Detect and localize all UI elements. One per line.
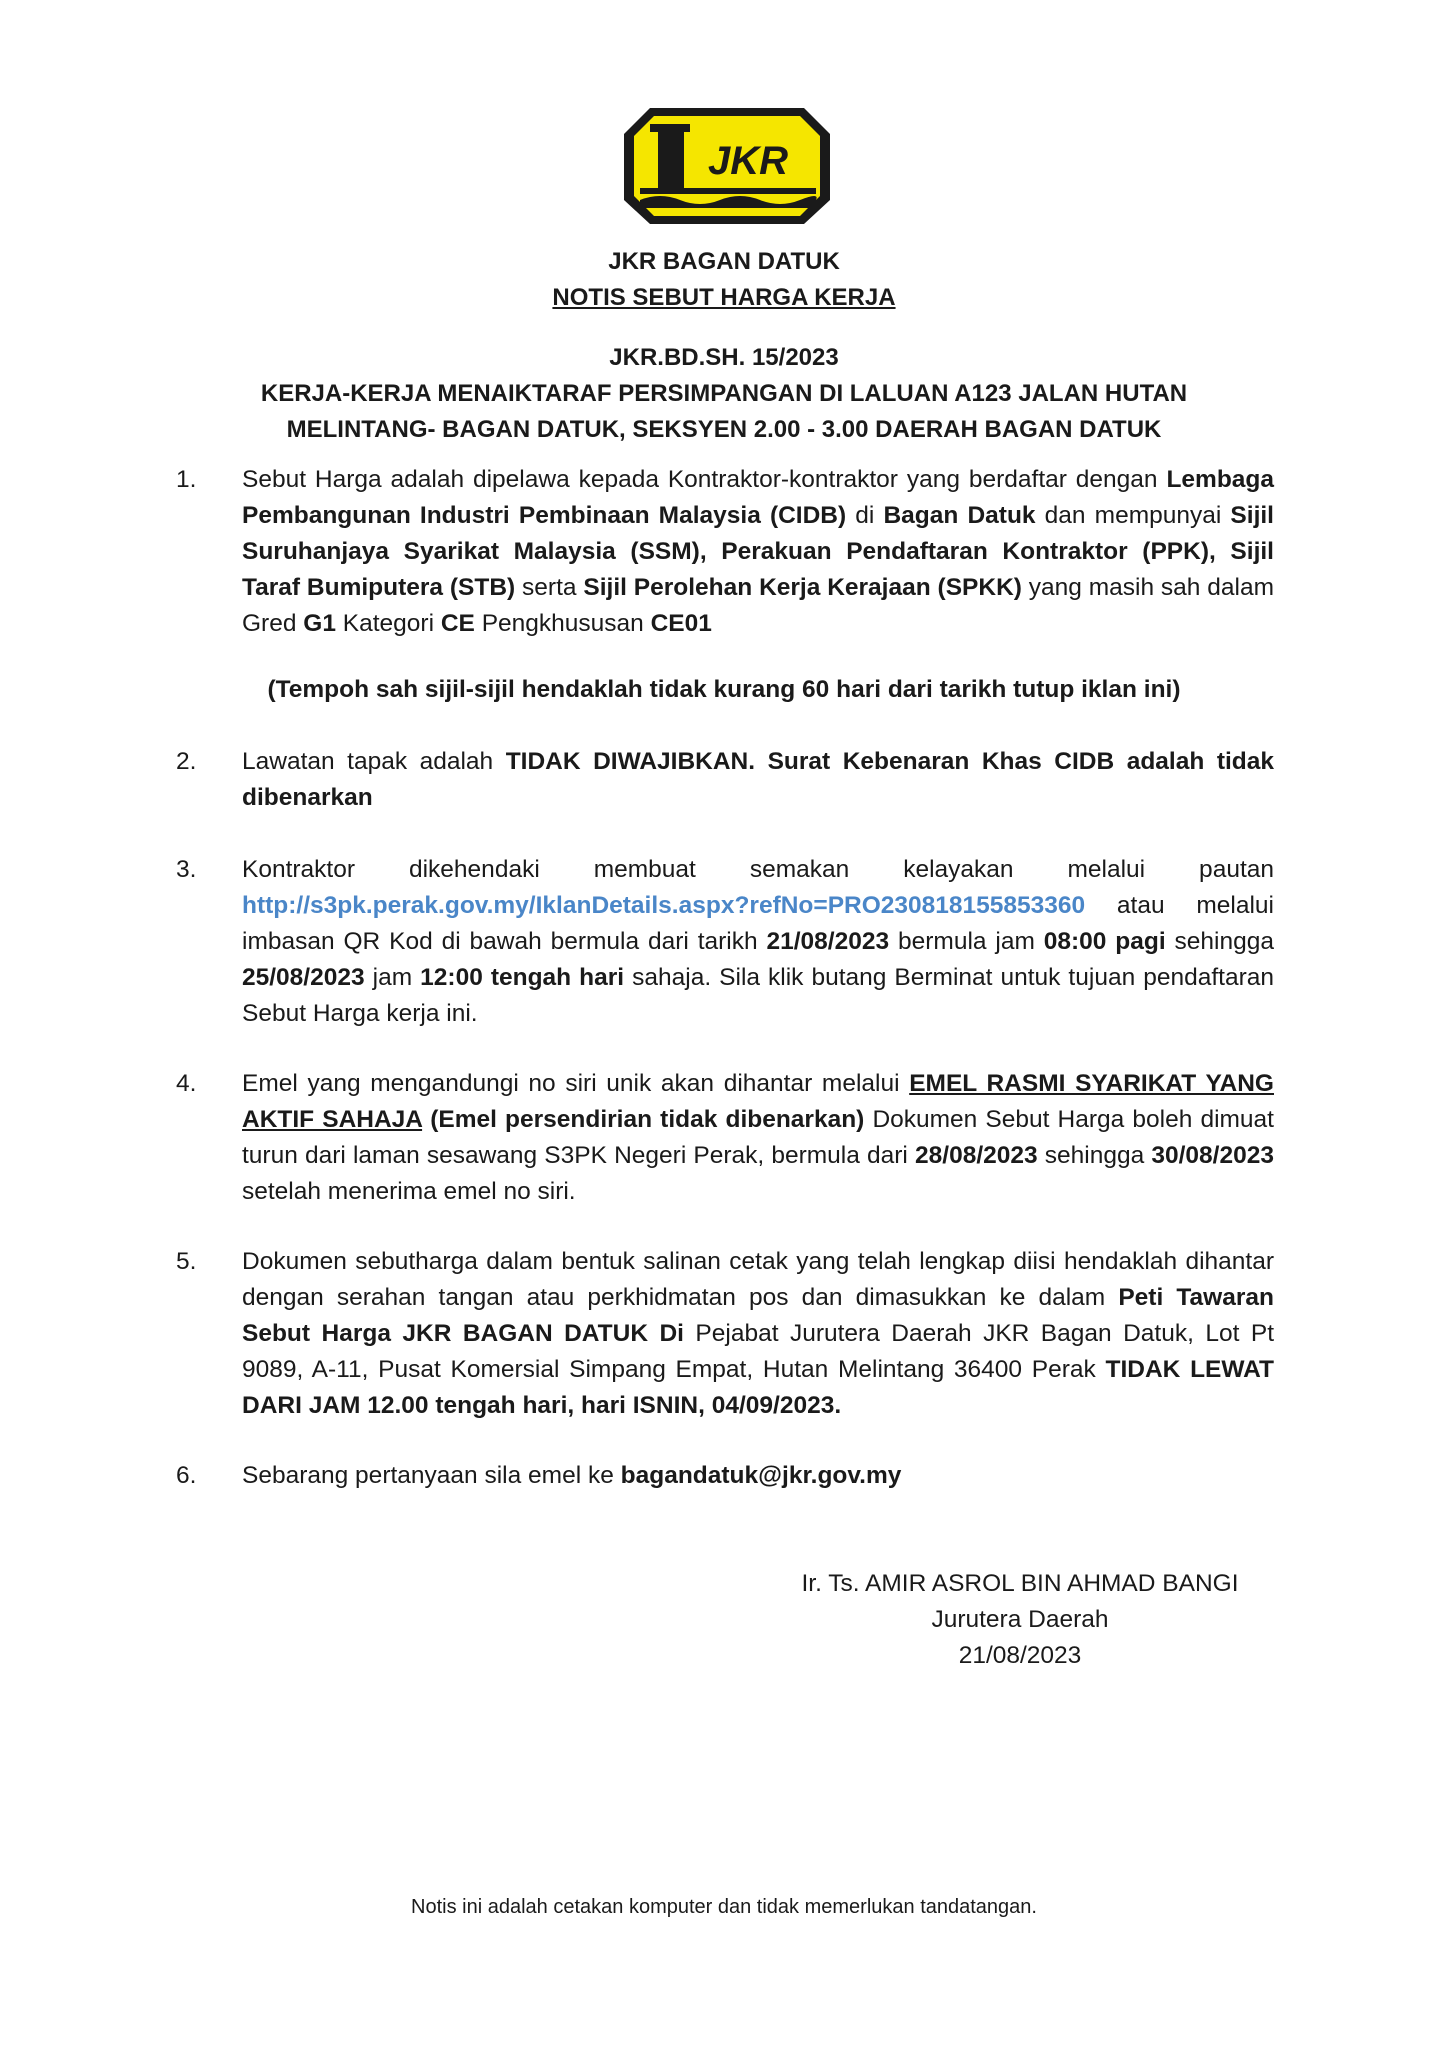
- item-number: 4.: [176, 1070, 197, 1097]
- item-number: 2.: [176, 748, 197, 775]
- signatory-position: Jurutera Daerah: [931, 1606, 1109, 1633]
- item-text: Sebarang pertanyaan sila emel ke bagandatuk@jkr.gov.my: [242, 1462, 902, 1489]
- contact-email[interactable]: bagandatuk@jkr.gov.my: [620, 1462, 902, 1489]
- item-number: 3.: [176, 856, 197, 883]
- validity-note: (Tempoh sah sijil-sijil hendaklah tidak kurang 60 hari dari tarikh tutup iklan ini): [267, 676, 1181, 703]
- item-text: Sebut Harga adalah dipelawa kepada Kontraktor-kontraktor yang berdaftar dengan Lembaga Pembangunan Industri Pembinaan Malaysia (CIDB) di Bagan Datuk dan mempunyai Sijil Suruhanjaya Syarikat Malaysia (SSM), Perakuan Pendaftaran Kontraktor (PPK), Sijil Taraf Bumiputera (STB) serta Sijil Perolehan Kerja Kerajaan (SPKK) yang masih sah dalam Gred G1 Kategori CE Pengkhususan CE01: [242, 466, 1274, 637]
- reference-number: JKR.BD.SH. 15/2023: [609, 344, 839, 371]
- item-number: 1.: [176, 466, 197, 493]
- signatory-name: Ir. Ts. AMIR ASROL BIN AHMAD BANGI: [801, 1570, 1239, 1597]
- item-text: Kontraktor dikehendaki membuat semakan kelayakan melalui pautan http://s3pk.perak.gov.my/IklanDetails.aspx?refNo=PRO230818155853360 atau melalui imbasan QR Kod di bawah bermula dari tarikh 21/08/2023 bermula jam 08:00 pagi sehingga 25/08/2023 jam 12:00 tengah hari sahaja. Sila klik butang Berminat untuk tujuan pendaftaran Sebut Harga kerja ini.: [242, 856, 1274, 1027]
- item-number: 5.: [176, 1248, 197, 1275]
- jkr-logo: [620, 104, 834, 228]
- s3pk-link[interactable]: http://s3pk.perak.gov.my/IklanDetails.aspx?refNo=PRO230818155853360: [242, 892, 1086, 919]
- item-number: 6.: [176, 1462, 197, 1489]
- project-title-line2: MELINTANG- BAGAN DATUK, SEKSYEN 2.00 - 3.00 DAERAH BAGAN DATUK: [286, 416, 1162, 443]
- item-text: Lawatan tapak adalah TIDAK DIWAJIBKAN. Surat Kebenaran Khas CIDB adalah tidak dibenarkan: [242, 748, 1275, 811]
- signature-date: 21/08/2023: [958, 1642, 1082, 1669]
- footer-note: Notis ini adalah cetakan komputer dan tidak memerlukan tandatangan.: [411, 1896, 1037, 1918]
- org-name: JKR BAGAN DATUK: [608, 248, 840, 275]
- item-text: Dokumen sebutharga dalam bentuk salinan cetak yang telah lengkap diisi hendaklah dihantar dengan serahan tangan atau perkhidmatan pos dan dimasukkan ke dalam Peti Tawaran Sebut Harga JKR BAGAN DATUK Di Pejabat Jurutera Daerah JKR Bagan Datuk, Lot Pt 9089, A-11, Pusat Komersial Simpang Empat, Hutan Melintang 36400 Perak TIDAK LEWAT DARI JAM 12.00 tengah hari, hari ISNIN, 04/09/2023.: [242, 1248, 1274, 1419]
- item-text: Emel yang mengandungi no siri unik akan dihantar melalui EMEL RASMI SYARIKAT YANG AKTIF SAHAJA (Emel persendirian tidak dibenarkan) Dokumen Sebut Harga boleh dimuat turun dari laman sesawang S3PK Negeri Perak, bermula dari 28/08/2023 sehingga 30/08/2023 setelah menerima emel no siri.: [242, 1070, 1274, 1205]
- notice-title: NOTIS SEBUT HARGA KERJA: [552, 284, 896, 311]
- logo-text: JKR: [707, 139, 789, 183]
- project-title-line1: KERJA-KERJA MENAIKTARAF PERSIMPANGAN DI LALUAN A123 JALAN HUTAN: [260, 380, 1188, 407]
